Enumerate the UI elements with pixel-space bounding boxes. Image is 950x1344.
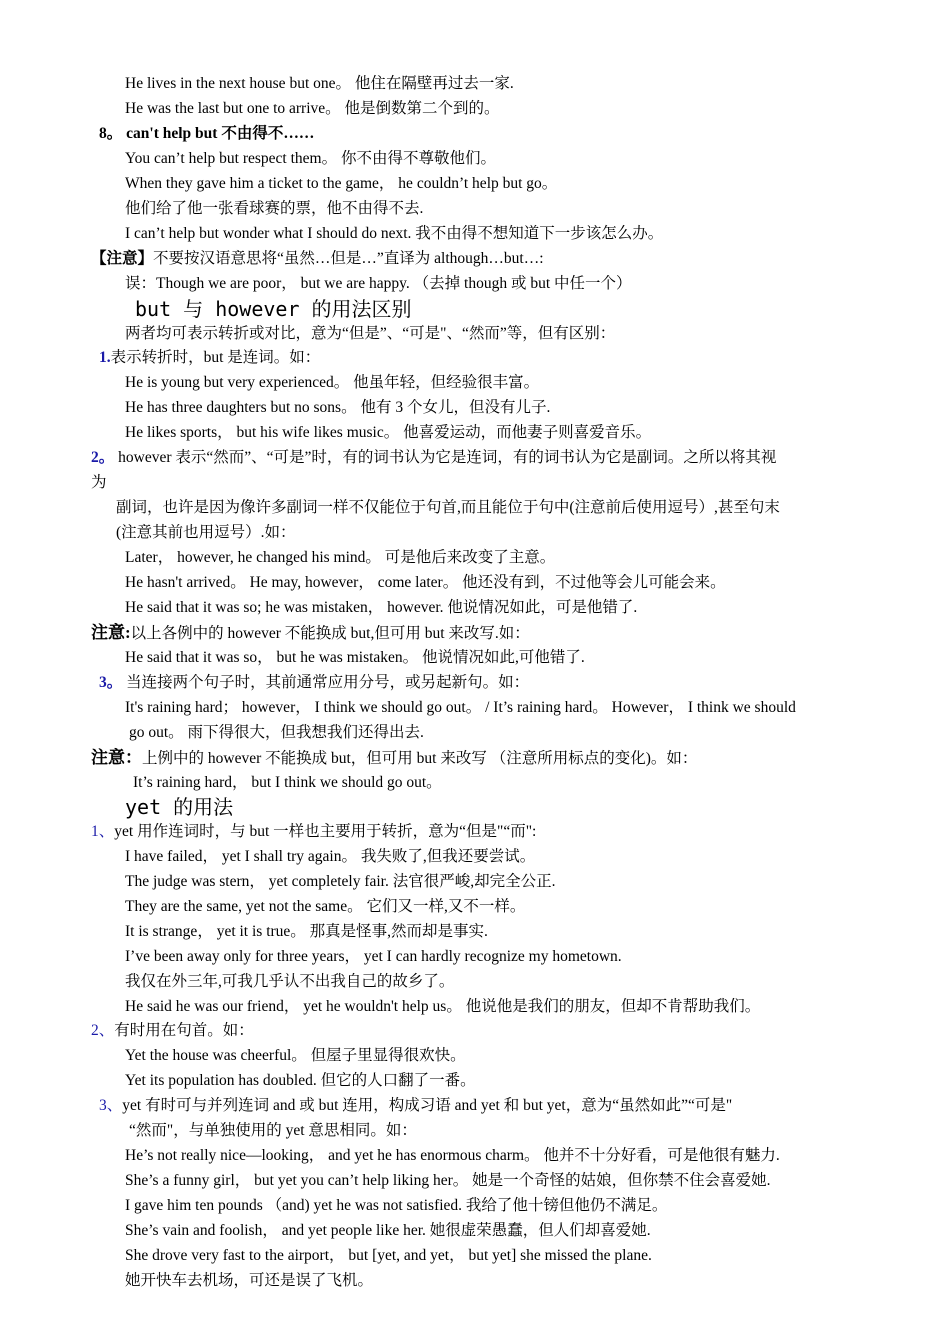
example-line: Later， however, he changed his mind。 可是他后来改变了主意。 bbox=[125, 549, 556, 566]
point-1 bbox=[99, 347, 320, 369]
section-number: 8。 bbox=[99, 125, 123, 142]
example-line: She’s a funny girl， but yet you can’t help liking her。 她是一个奇怪的姑娘，但你禁不住会喜爱她. bbox=[125, 1172, 771, 1189]
point-text: 有时用在句首。如： bbox=[114, 1022, 254, 1039]
example-line: He likes sports， but his wife likes music。 他喜爱运动，而他妻子则喜爱音乐。 bbox=[125, 424, 652, 441]
example-line: I have failed， yet I shall try again。 我失败了,但我还要尝试。 bbox=[125, 848, 536, 865]
example-line: They are the same, yet not the same。 它们又一样,又不一样。 bbox=[125, 898, 526, 915]
example-line: I gave him ten pounds （and) yet he was not satisfied. 我给了他十镑但他仍不满足。 bbox=[125, 1197, 668, 1214]
point-number: 2、 bbox=[91, 1022, 115, 1039]
point-3 bbox=[99, 672, 529, 694]
paragraph-line: 副词，也许是因为像许多副词一样不仅能位于句首,而且能位于句中(注意前后使用逗号）,甚至句末 bbox=[116, 499, 780, 516]
example-line: He lives in the next house but one。 他住在隔壁再过去一家. bbox=[125, 75, 514, 92]
paragraph-line: “然而"，与单独使用的 yet 意思相同。如： bbox=[129, 1122, 417, 1139]
point-number: 3。 bbox=[99, 674, 123, 691]
note-label: 【注意】 bbox=[91, 250, 154, 267]
point-number: 1、 bbox=[91, 823, 115, 840]
example-line: When they gave him a ticket to the game， he couldn’t help but go。 bbox=[125, 175, 558, 192]
example-line: 我仅在外三年,可我几乎认不出我自己的故乡了。 bbox=[125, 973, 455, 990]
example-line: I can’t help but wonder what I should do next. 我不由得不想知道下一步该怎么办。 bbox=[125, 225, 664, 242]
example-line: go out。 雨下得很大，但我想我们还得出去. bbox=[129, 724, 424, 741]
point-3 bbox=[99, 1095, 732, 1117]
note-line bbox=[91, 747, 697, 770]
example-line: He said he was our friend， yet he wouldn't help us。 他说他是我们的朋友，但却不肯帮助我们。 bbox=[125, 998, 761, 1015]
point-2 bbox=[91, 1020, 254, 1042]
note-label: 注意: bbox=[91, 623, 131, 642]
example-line: You can’t help but respect them。 你不由得不尊敬他们。 bbox=[125, 150, 496, 167]
note-line bbox=[91, 248, 544, 270]
point-number: 2。 bbox=[91, 449, 115, 466]
example-line: She drove very fast to the airport， but [yet, and yet， but yet] she missed the plane. bbox=[125, 1247, 652, 1264]
paragraph-line: (注意其前也用逗号）.如： bbox=[116, 524, 296, 541]
example-line: He’s not really nice—looking， and yet he has enormous charm。 他并不十分好看，可是他很有魅力. bbox=[125, 1147, 780, 1164]
example-line: I’ve been away only for three years， yet I can hardly recognize my hometown. bbox=[125, 948, 622, 965]
section-heading-8 bbox=[99, 123, 314, 145]
example-line: The judge was stern， yet completely fair. 法官很严峻,却完全公正. bbox=[125, 873, 556, 890]
example-line: 他们给了他一张看球赛的票，他不由得不去. bbox=[125, 200, 424, 217]
example-line: He hasn't arrived。 He may, however， come later。 他还没有到，不过他等会儿可能会来。 bbox=[125, 574, 726, 591]
example-line: 她开快车去机场，可还是误了飞机。 bbox=[125, 1272, 374, 1289]
example-line: She’s vain and foolish， and yet people like her. 她很虚荣愚蠢，但人们却喜爱她. bbox=[125, 1222, 651, 1239]
example-line: He was the last but one to arrive。 他是倒数第二个到的。 bbox=[125, 100, 500, 117]
note-label: 注意： bbox=[91, 748, 142, 767]
example-line: Yet its population has doubled. 但它的人口翻了一番。 bbox=[125, 1072, 476, 1089]
section-title: can't help but 不由得不…… bbox=[122, 125, 315, 142]
example-line: He said that it was so， but he was mistaken。 他说情况如此,可他错了. bbox=[125, 649, 585, 666]
point-2 bbox=[91, 447, 776, 469]
note-text: 不要按汉语意思将“虽然…但是…”直译为 although…but…: bbox=[153, 250, 544, 267]
point-number: 3、 bbox=[99, 1097, 123, 1114]
point-1 bbox=[91, 821, 536, 843]
example-line: It's raining hard； however， I think we should go out。 / It’s raining hard。 However， I think we should bbox=[125, 699, 796, 716]
point-text: 表示转折时，but 是连词。如： bbox=[110, 349, 321, 366]
example-line: He said that it was so; he was mistaken， however. 他说情况如此，可是他错了. bbox=[125, 599, 638, 616]
note-text: 上例中的 however 不能换成 but，但可用 but 来改写 （注意所用标点的变化)。如： bbox=[142, 750, 698, 767]
paragraph-line: 为 bbox=[91, 474, 107, 491]
example-line: He is young but very experienced。 他虽年轻，但经验很丰富。 bbox=[125, 374, 540, 391]
paragraph-line: 两者均可表示转折或对比，意为“但是”、“可是"、“然而”等，但有区别： bbox=[125, 325, 616, 342]
example-line: It’s raining hard， but I think we should go out。 bbox=[133, 774, 442, 791]
note-line bbox=[91, 622, 530, 645]
point-text: yet 有时可与并列连词 and 或 but 连用，构成习语 and yet 和 but yet，意为“虽然如此”“可是" bbox=[122, 1097, 733, 1114]
point-text: yet 用作连词时，与 but 一样也主要用于转折，意为“但是"“而": bbox=[114, 823, 537, 840]
point-text: 当连接两个句子时，其前通常应用分号，或另起新句。如： bbox=[122, 674, 530, 691]
example-line: He has three daughters but no sons。 他有 3 个女儿，但没有儿子. bbox=[125, 399, 551, 416]
note-text: 以上各例中的 however 不能换成 but,但可用 but 来改写.如： bbox=[130, 625, 530, 642]
heading-but-however: but 与 however 的用法区别 bbox=[135, 297, 412, 321]
point-text: however 表示“然而”、“可是”时，有的词书认为它是连词，有的词书认为它是副词。之所以将其视 bbox=[114, 449, 777, 466]
example-line: It is strange， yet it is true。 那真是怪事,然而却是事实. bbox=[125, 923, 488, 940]
point-number: 1. bbox=[99, 349, 111, 366]
example-line: 误：Though we are poor， but we are happy. （去掉 though 或 but 中任一个） bbox=[125, 275, 632, 292]
heading-yet: yet 的用法 bbox=[125, 795, 234, 819]
example-line: Yet the house was cheerful。 但屋子里显得很欢快。 bbox=[125, 1047, 466, 1064]
